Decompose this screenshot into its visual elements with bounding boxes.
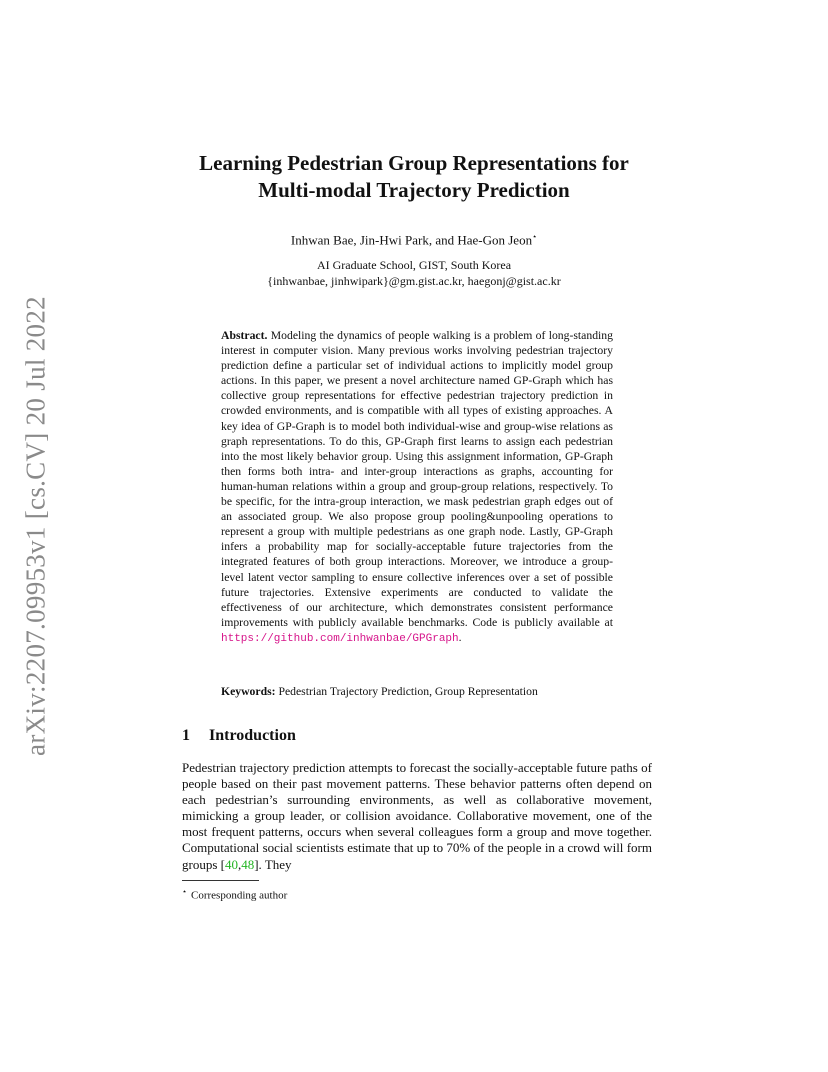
section-number: 1 (182, 727, 190, 744)
footnote-rule (182, 880, 259, 881)
section-title: Introduction (209, 727, 296, 744)
arxiv-identifier: arXiv:2207.09953v1 [cs.CV] 20 Jul 2022 (20, 296, 51, 756)
intro-text: Pedestrian trajectory prediction attempts to forecast the socially-acceptable future paths of people based on their past movement patterns. These behavior patterns often depend on each pedestrian’s surrounding environments, as well as collaborative movement, mimicking a group leader, or collision avoidance. Collaborative movement, one of the most frequent patterns, occurs when several colleagues form a group and move together. Computational social scientists estimate that up to 70% of the people in a crowd will form groups [ (182, 760, 652, 872)
keywords-text: Pedestrian Trajectory Prediction, Group Representation (278, 685, 538, 698)
footnote (182, 885, 287, 903)
citation-link[interactable]: 48 (241, 856, 255, 872)
author-emails: {inhwanbae, jinhwipark}@gm.gist.ac.kr, haegonj@gist.ac.kr (267, 274, 561, 288)
footnote-mark: ⋆ (182, 887, 188, 896)
authors-text: Inhwan Bae, Jin-Hwi Park, and Hae-Gon Jeon (290, 232, 533, 248)
abstract-end: . (458, 630, 462, 644)
citation-separator: , (237, 856, 242, 872)
code-link[interactable]: https://github.com/inhwanbae/GPGraph (221, 632, 459, 645)
footnote-text: Corresponding author (191, 889, 288, 902)
abstract-label: Abstract. (221, 329, 268, 342)
intro-text-end: ]. They (254, 856, 292, 872)
affiliation: AI Graduate School, GIST, South Korea (316, 258, 512, 272)
keywords (221, 684, 613, 699)
author-footnote-mark: ⋆ (532, 232, 538, 241)
section-heading (182, 727, 296, 745)
author-list (120, 228, 708, 249)
citation-link[interactable]: 40 (224, 856, 238, 872)
title-line-2: Multi-modal Trajectory Prediction (258, 178, 570, 202)
paper-title (120, 150, 708, 204)
affiliation-block (120, 257, 708, 289)
introduction-paragraph (182, 760, 652, 873)
abstract-text: Modeling the dynamics of people walking is a problem of long-standing interest in computer vision. Many previous works involving pedestrian trajectory prediction define a particular set of individual actions to implicitly model group actions. In this paper, we present a novel architecture named GP-Graph which has collective group representations for effective pedestrian trajectory prediction in crowded environments, and is compatible with all types of existing approaches. A key idea of GP-Graph is to model both individual-wise and group-wise relations as graph representations. To do this, GP-Graph first learns to assign each pedestrian into the most likely behavior group. Using this assignment information, GP-Graph then forms both intra- and inter-group interactions as graphs, accounting for human-human relations within a group and group-group relations, respectively. To be specific, for the intra-group interaction, we mask pedestrian graph edges out of an associated group. We also propose group pooling&unpooling operations to represent a group with multiple pedestrians as one graph node. Lastly, GP-Graph infers a probability map for socially-acceptable future trajectories from the integrated features of both group interactions. Moreover, we introduce a group-level latent vector sampling to ensure collective inferences over a set of possible future trajectories. Extensive experiments are conducted to validate the effectiveness of our architecture, which demonstrates consistent performance improvements with publicly available benchmarks. Code is publicly available at (221, 329, 613, 629)
arxiv-sidebar (0, 0, 70, 1072)
title-line-1: Learning Pedestrian Group Representations for (199, 151, 629, 175)
abstract (221, 328, 613, 647)
keywords-label: Keywords: (221, 685, 276, 698)
